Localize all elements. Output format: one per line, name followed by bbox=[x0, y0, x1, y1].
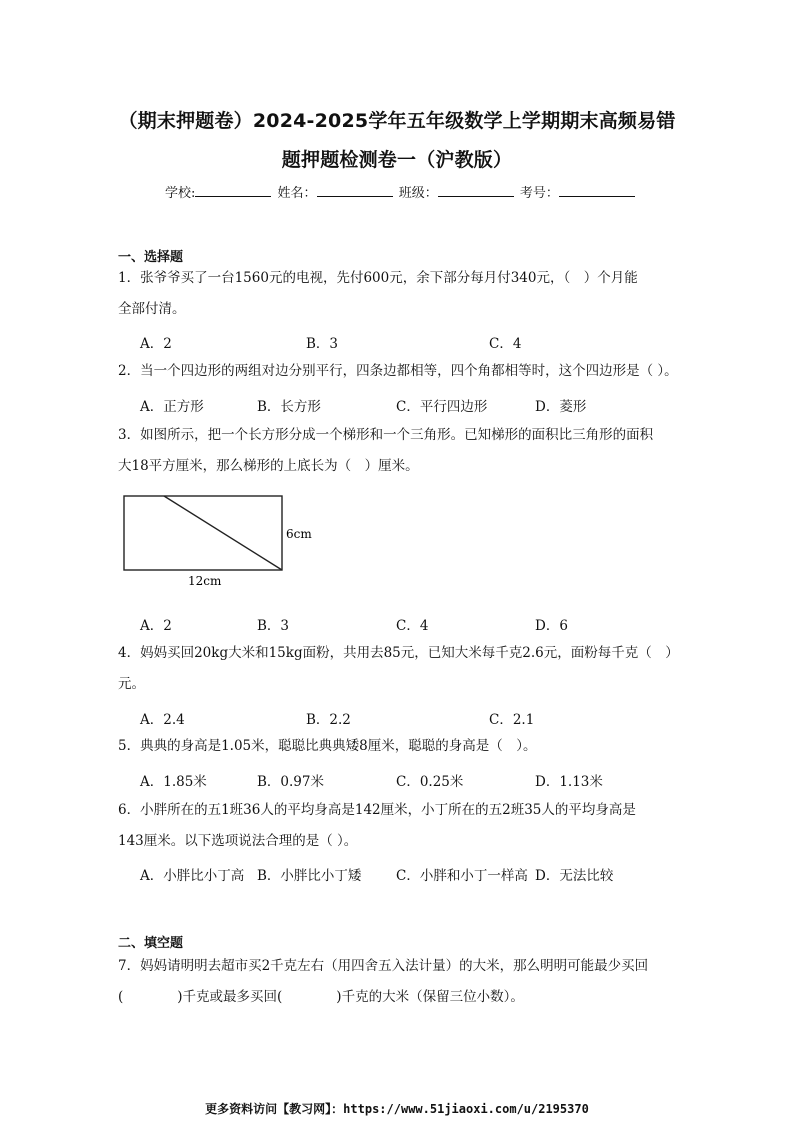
page-title-line1: （期末押题卷）2024-2025学年五年级数学上学期期末高频易错 bbox=[118, 110, 676, 132]
question-7-line1: 7．妈妈请明明去超市买2千克左右（用四舍五入法计量）的大米，那么明明可能最少买回 bbox=[118, 958, 649, 974]
q2-option-a[interactable]: A．正方形 bbox=[140, 399, 204, 415]
q5-option-c[interactable]: C．0.25米 bbox=[396, 774, 464, 790]
q6-option-b[interactable]: B．小胖比小丁矮 bbox=[257, 868, 362, 884]
student-info-line bbox=[165, 182, 637, 201]
q4-option-c[interactable]: C．2.1 bbox=[489, 712, 535, 728]
q5-option-b[interactable]: B．0.97米 bbox=[257, 774, 324, 790]
name-blank[interactable] bbox=[317, 184, 393, 197]
exam-no-label: 考号： bbox=[519, 186, 559, 201]
q2-option-b[interactable]: B．长方形 bbox=[257, 399, 321, 415]
q2-option-c[interactable]: C．平行四边形 bbox=[396, 399, 488, 415]
q3-option-b[interactable]: B．3 bbox=[257, 618, 290, 634]
figure-diagonal bbox=[164, 496, 282, 570]
q4-option-a[interactable]: A．2.4 bbox=[140, 712, 185, 728]
figure-height-label: 6cm bbox=[286, 527, 312, 541]
q1-option-b[interactable]: B．3 bbox=[306, 336, 339, 352]
q6-option-d[interactable]: D．无法比较 bbox=[535, 868, 614, 884]
class-label: 班级： bbox=[398, 186, 438, 201]
figure-rectangle bbox=[124, 496, 282, 570]
footer-link[interactable]: 更多资料访问【教习网】：https://www.51jiaoxi.com/u/2195370 bbox=[205, 1102, 589, 1116]
question-7-line2: ( )千克或最多买回( )千克的大米（保留三位小数）。 bbox=[118, 989, 524, 1005]
question-6-line1: 6．小胖所在的五1班36人的平均身高是142厘米，小丁所在的五2班35人的平均身高是 bbox=[118, 802, 636, 818]
q1-option-c[interactable]: C．4 bbox=[489, 336, 522, 352]
q1-option-a[interactable]: A．2 bbox=[140, 336, 172, 352]
exam-no-blank[interactable] bbox=[559, 184, 635, 197]
page-title-line2: 题押题检测卷一（沪教版） bbox=[281, 149, 513, 171]
q5-option-a[interactable]: A．1.85米 bbox=[140, 774, 207, 790]
question-2-line1: 2．当一个四边形的两组对边分别平行，四条边都相等，四个角都相等时，这个四边形是（ ）。 bbox=[118, 363, 678, 379]
question-6-line2: 143厘米。以下选项说法合理的是（ ）。 bbox=[118, 833, 358, 849]
figure-width-label: 12cm bbox=[188, 574, 222, 588]
question-3-line2: 大18平方厘米，那么梯形的上底长为（ ）厘米。 bbox=[118, 458, 419, 474]
rectangle-figure bbox=[120, 494, 330, 594]
q3-option-c[interactable]: C．4 bbox=[396, 618, 429, 634]
question-5-line1: 5．典典的身高是1.05米，聪聪比典典矮8厘米，聪聪的身高是（ ）。 bbox=[118, 738, 537, 754]
question-4-line2: 元。 bbox=[118, 676, 145, 692]
question-1-line1: 1．张爷爷买了一台1560元的电视，先付600元，余下部分每月付340元，（ ）个月能 bbox=[118, 270, 638, 286]
name-label: 姓名： bbox=[277, 186, 317, 201]
q6-option-a[interactable]: A．小胖比小丁高 bbox=[140, 868, 245, 884]
section-title-fill-blank: 二、填空题 bbox=[118, 936, 184, 951]
section-title-choice: 一、选择题 bbox=[118, 250, 184, 265]
question-4-line1: 4．妈妈买回20kg大米和15kg面粉，共用去85元，已知大米每千克2.6元，面粉每千克（ ） bbox=[118, 645, 679, 661]
q3-option-d[interactable]: D．6 bbox=[535, 618, 568, 634]
q2-option-d[interactable]: D．菱形 bbox=[535, 399, 587, 415]
school-blank[interactable] bbox=[195, 184, 271, 197]
q4-option-b[interactable]: B．2.2 bbox=[306, 712, 351, 728]
q6-option-c[interactable]: C．小胖和小丁一样高 bbox=[396, 868, 528, 884]
q5-option-d[interactable]: D．1.13米 bbox=[535, 774, 603, 790]
question-1-line2: 全部付清。 bbox=[118, 301, 186, 317]
question-3-line1: 3．如图所示，把一个长方形分成一个梯形和一个三角形。已知梯形的面积比三角形的面积 bbox=[118, 427, 654, 443]
class-blank[interactable] bbox=[438, 184, 514, 197]
q3-option-a[interactable]: A．2 bbox=[140, 618, 172, 634]
school-label: 学校: bbox=[165, 186, 196, 201]
